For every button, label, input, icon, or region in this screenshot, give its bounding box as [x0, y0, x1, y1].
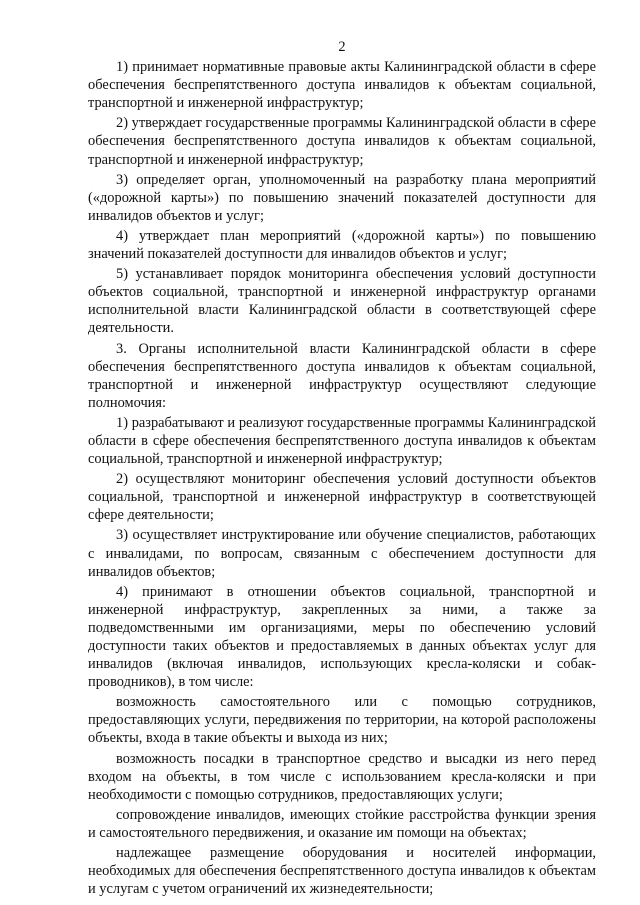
document-page [88, 38, 596, 900]
paragraph: возможность посадки в транспортное средство и высадки из него перед входом на объекты, в том числе с использованием кресла-коляски и при необходимости с помощью сотрудников, предоставляющих услуги; [88, 750, 596, 803]
paragraph: возможность самостоятельного или с помощью сотрудников, предоставляющих услуги, передвижения по территории, на которой расположены объекты, входа в такие объекты и выхода из них; [88, 694, 596, 747]
paragraph: 1) разрабатывают и реализуют государственные программы Калининградской области в сфере обеспечения беспрепятственного доступа инвалидов к объектам социальной, транспортной и инженерной инфраструктур; [88, 414, 596, 468]
paragraph: 1) принимает нормативные правовые акты Калининградской области в сфере обеспечения беспрепятственного доступа инвалидов к объектам социальной, транспортной и инженерной инфраструктур; [88, 59, 596, 112]
paragraph: 4) принимают в отношении объектов социальной, транспортной и инженерной инфраструктур, закрепленных за ними, а также за подведомственными им организациями, меры по обеспечению условий доступности таких объектов и предоставляемых в данных объектах услуг для инвалидов (включая инвалидов, использующих кресла-коляски и собак-проводников), в том числе: [88, 583, 596, 691]
paragraph: сопровождение инвалидов, имеющих стойкие расстройства функции зрения и самостоятельного передвижения, и оказание им помощи на объектах; [88, 806, 596, 841]
paragraph: надлежащее размещение оборудования и носителей информации, необходимых для обеспечения беспрепятственного доступа инвалидов к объектам и услугам с учетом ограничений их жизнедеятельности; [88, 845, 596, 898]
page-number: 2 [338, 39, 346, 55]
paragraph: 3) определяет орган, уполномоченный на разработку плана мероприятий («дорожной карты») по повышению значений показателей доступности для инвалидов объектов и услуг; [88, 171, 596, 224]
paragraph: 5) устанавливает порядок мониторинга обеспечения условий доступности объектов социальной, транспортной и инженерной инфраструктур органами исполнительной власти Калининградской области в соответствующей сфере деятельности. [88, 266, 596, 337]
section-paragraph: 3. Органы исполнительной власти Калининградской области в сфере обеспечения беспрепятственного доступа инвалидов к объектам социальной, транспортной и инженерной инфраструктур осуществляют следующие полномочия: [88, 340, 596, 411]
paragraph: 2) осуществляют мониторинг обеспечения условий доступности объектов социальной, транспортной и инженерной инфраструктур в соответствующей сфере деятельности; [88, 471, 596, 524]
paragraph: 4) утверждает план мероприятий («дорожной карты») по повышению значений показателей доступности для инвалидов объектов и услуг; [88, 227, 596, 263]
paragraph: 3) осуществляет инструктирование или обучение специалистов, работающих с инвалидами, по вопросам, связанным с обеспечением доступности для инвалидов объектов; [88, 527, 596, 580]
paragraph: 2) утверждает государственные программы Калининградской области в сфере обеспечения беспрепятственного доступа инвалидов к объектам социальной, транспортной и инженерной инфраструктур; [88, 115, 596, 168]
